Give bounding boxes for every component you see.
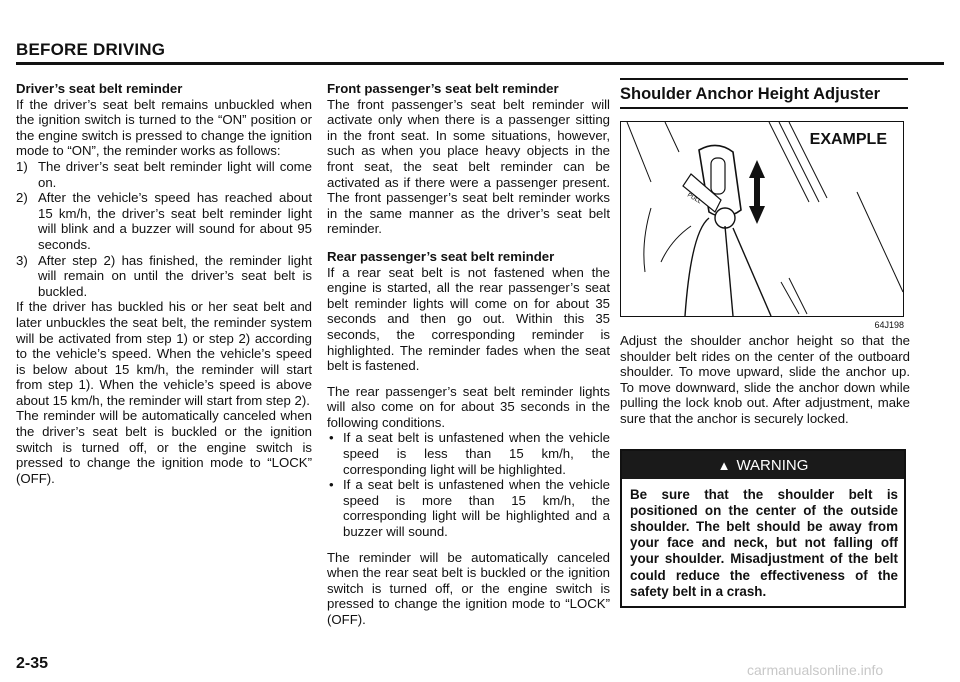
section-rule-top: [620, 78, 908, 80]
driver-reminder-para3: The reminder will be automatically canceled when the driver’s seat belt is buckled or the ignition switch is turned off, or the engine switch is pressed to change the ignition mode to “LOCK” (OFF).: [16, 408, 312, 486]
heading-rear-passenger: Rear passenger’s seat belt reminder: [327, 248, 555, 264]
bullet-dot: •: [329, 430, 334, 446]
rear-passenger-conditions: The rear passenger’s seat belt reminder lights will also come on for about 35 seconds in the following conditions.: [327, 383, 610, 430]
step-item: [16, 190, 312, 252]
step-number: 3): [16, 252, 28, 268]
step-text: After the vehicle’s speed has reached about 15 km/h, the driver’s seat belt reminder light will blink and a buzzer will sound for about 95 seconds.: [38, 190, 312, 252]
rear-passenger-cancel: The reminder will be automatically canceled when the rear seat belt is buckled or the ignition switch is turned off, or the engine switch is pressed to change the ignition mode to “LOCK” (OFF).: [327, 549, 610, 627]
page-header-title: BEFORE DRIVING: [16, 40, 166, 59]
list-item: [327, 477, 610, 539]
front-passenger-para: The front passenger’s seat belt reminder will activate only when there is a passenger sitting in the front seat. In some situations, however, such as when you place heavy objects in the front seat, the seat belt reminder can be activated as if there were a passenger present. The front passenger’s seat belt reminder works in the same manner as the driver’s seat belt reminder.: [327, 96, 610, 237]
bullet-text: If a seat belt is unfastened when the vehicle speed is less than 15 km/h, the corresponding light will be highlighted.: [343, 430, 610, 477]
list-item: [327, 430, 610, 477]
driver-reminder-para2: If the driver has buckled his or her seat belt and later unbuckles the seat belt, the reminder system will be activated from step 1) or step 2) according to the vehicle’s speed. When the vehicle’s speed is below about 15 km/h, the reminder will start from step 1). When the vehicle’s speed is above about 15 km/h, the reminder will start from step 2).: [16, 299, 312, 408]
warning-box: [620, 449, 906, 608]
warning-title: WARNING: [736, 456, 809, 474]
step-item: [16, 253, 312, 300]
anchor-illustration: [620, 121, 904, 317]
section-rule-bottom: [620, 107, 908, 109]
column-anchor-adjuster: [620, 78, 910, 608]
column-driver-reminder: [16, 81, 312, 486]
step-number: 2): [16, 190, 28, 206]
header-rule: [16, 62, 944, 65]
driver-reminder-intro: If the driver’s seat belt remains unbuckled when the ignition switch is turned to the “ON” position or the engine switch is pressed to change the ignition mode to “ON”, the reminder works as follows:: [16, 96, 312, 159]
page-number: 2-35: [16, 655, 49, 672]
figure-label: EXAMPLE: [809, 131, 887, 148]
step-number: 1): [16, 158, 28, 174]
watermark: carmanualsonline.info: [747, 662, 884, 678]
heading-driver-reminder: Driver’s seat belt reminder: [16, 81, 183, 96]
step-text: After step 2) has finished, the reminder light will remain on until the driver’s seat belt is buckled.: [38, 252, 312, 299]
figure-code: 64J198: [874, 320, 904, 330]
bullet-text: If a seat belt is unfastened when the vehicle speed is more than 15 km/h, the corresponding light will be highlighted and a buzzer will sound.: [343, 477, 610, 540]
column-passenger-reminder: [327, 81, 610, 628]
step-item: [16, 159, 312, 190]
warning-header: [622, 451, 904, 479]
step-text: The driver’s seat belt reminder light will come on.: [38, 158, 312, 190]
heading-front-passenger: Front passenger’s seat belt reminder: [327, 81, 559, 96]
warning-text: Be sure that the shoulder belt is positioned on the center of the outside shoulder. The belt should be away from your face and neck, but not falling off your shoulder. Misadjustment of the belt could reduce the effectiveness of the safety belt in a crash.: [630, 486, 898, 599]
shoulder-anchor-drawing: [621, 122, 903, 316]
warning-triangle-icon: ▲: [717, 457, 731, 473]
bullet-dot: •: [329, 477, 334, 493]
adjuster-instructions: Adjust the shoulder anchor height so that the shoulder belt rides on the center of the outboard shoulder. To move upward, slide the anchor up. To move downward, slide the anchor down while pulling the lock knob out. After adjustment, make sure that the anchor is securely locked.: [620, 333, 910, 426]
section-title: Shoulder Anchor Height Adjuster: [620, 85, 881, 103]
rear-passenger-para: If a rear seat belt is not fastened when the engine is started, all the rear passenger’s seat belt reminder lights will come on for about 35 seconds and then go out. Within this 35 seconds, the corresponding reminder is highlighted. The reminder fades when the seat belt is fastened.: [327, 264, 610, 374]
pull-label: PULL: [686, 192, 703, 206]
